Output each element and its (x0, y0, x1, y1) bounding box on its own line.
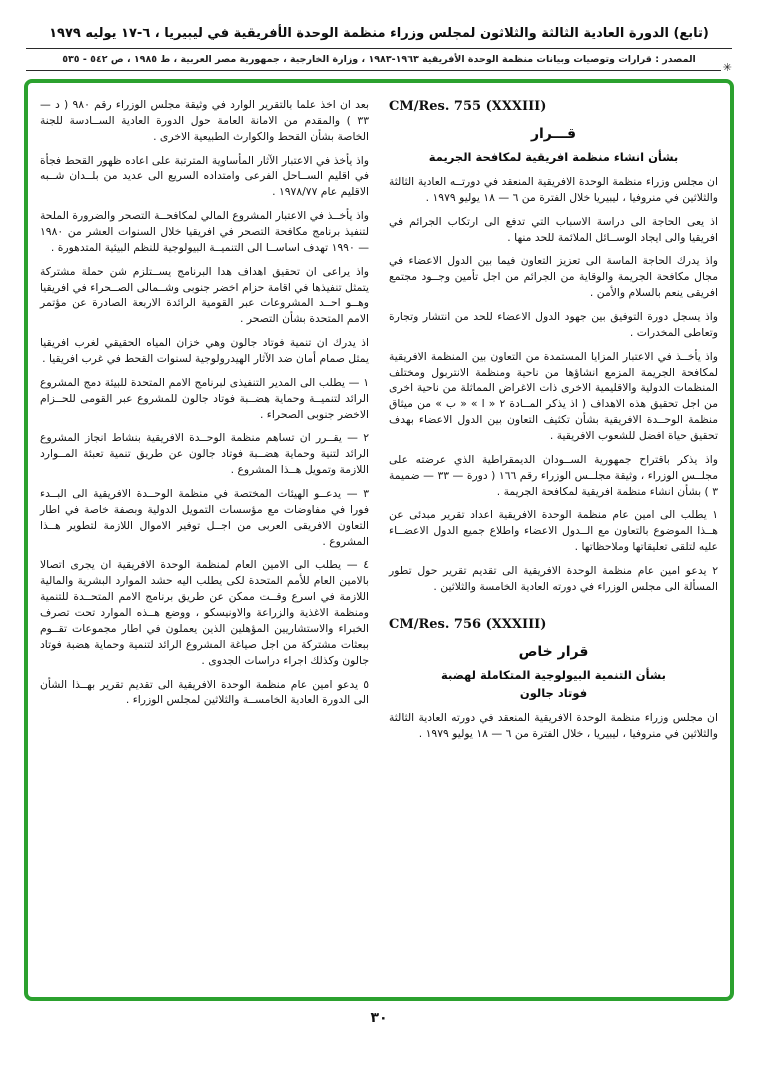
paragraph: واذ يأخــذ في الاعتبار المزايا المستمدة من التعاون بين المنظمة الافريقية لمكافحة الجريمة المزمع انشاؤها من ناحية ومنظمة الانتربول ومختلف المنظمات الدولية والاقليمية الاخرى ذات الاغراض المماثلة من ناحية اخرى من اجل تحقيق هذه الاهداف ( اذ يذكر المــادة ٢ « ا » « ب » من ميثاق منظمة الوحــدة الافريقية بشأن تكثيف التعاون بين الدول الاعضاء بهدف تحقيق حياة افضل للشعوب الافريقية . (389, 349, 718, 443)
resolution-756-title: قرار خاص (518, 643, 589, 660)
paragraph: بعد ان اخذ علما بالتقرير الوارد في وثيقة مجلس الوزراء رقم ٩٨٠ ( د — ٣٣ ) والمقدم من الامانة العامة حول الدورة العادية الســادسة للجنة الخاصة بشأن القحط والكوارث الطبيعية الاخرى . (40, 98, 369, 143)
page-number: ٣٠ (370, 1010, 388, 1026)
resolution-code-756: CM/Res. 756 (XXXIII) (389, 616, 547, 632)
column-left (40, 97, 369, 987)
document-source: المصدر : قرارات وتوصيات وبيانات منظمة الوحدة الأفريقية ١٩٦٣-١٩٨٣ ، وزارة الخارجية ، جمهورية مصر العربية ، ط ١٩٨٥ ، ص ٥٤٢ - ٥٣٥ (62, 54, 696, 65)
paragraph: واذ يأخــذ في الاعتبار المشروع المالي لمكافحــة التصحر والضرورة الملحة لتنفيذ برنامج مكافحة التصحر في افريقيا خلال السنوات العشر من ١٩٨٠ — ١٩٩٠ تهدف اساســا الى التنميــة البيولوجية للنظم البيئية المتدهورة . (40, 209, 369, 254)
document-title: (تابع) الدورة العادية الثالثة والثلاثون لمجلس وزراء منظمة الوحدة الأفريقية في ليبيريا ، ٦-١٧ يوليه ١٩٧٩ (49, 26, 709, 41)
column-right (389, 97, 718, 987)
resolution-756-subtitle-2: فوتاد جالون (519, 685, 588, 700)
paragraph: اذ يدرك ان تنمية فوتاد جالون وهي خزان المياه الحقيقي لغرب افريقيا يمثل صمام أمان ضد الآثار الهيدرولوجية لسنوات القحط في غرب افريقيا . (40, 336, 369, 366)
green-border-frame (24, 79, 734, 1001)
paragraph: واذ يذكر باقتراح جمهورية الســودان الديمقراطية الذي عرضته على مجلــس الوزراء ، وثيقة مجلــس الوزراء رقم ١٦٦ ( دورة — ٣٣ — ضميمة ٣ ) بشأن انشاء منظمة افريقية لمكافحة الجريمة . (389, 452, 718, 498)
paragraph: ان مجلس وزراء منظمة الوحدة الافريقية المنعقد في دورتــه العادية الثالثة والثلاثين في منروفيا ، ليبيريا خلال الفترة من ٦ — ١٨ يوليو ١٩٧٩ . (389, 175, 718, 204)
paragraph: ٣ — يدعــو الهيئات المختصة في منظمة الوحــدة الافريقية الى البــدء فورا في مفاوضات مع مؤسسات التمويل الدولية وبصفة خاصة في اطار التعاون الافريقى العربى من اجــل توفير الاموال اللازمة لتطوير هــذا المشروع . (40, 487, 369, 548)
two-column-layout (40, 97, 718, 987)
paragraph: ٥ يدعو امين عام منظمة الوحدة الافريقية الى تقديم تقرير بهــذا الشأن الى الدورة العادية الخامســة والثلاثين لمجلس الوزراء . (40, 677, 369, 707)
resolution-code-755: CM/Res. 755 (XXXIII) (389, 99, 547, 114)
header-rule-top (26, 48, 732, 49)
ornament-star-icon: ✳ (722, 61, 732, 74)
resolution-756-subtitle: بشأن التنمية البيولوجية المتكاملة لهضبة (441, 667, 666, 682)
paragraph: ان مجلس وزراء منظمة الوحدة الافريقية المنعقد في دورته العادية الثالثة والثلاثين في منروفيا ، ليبيريا ، خلال الفترة من ٦ — ١٨ يوليو ١٩٧٩ . (389, 710, 718, 740)
paragraph: واذ يسجل دورة التوفيق بين جهود الدول الاعضاء للحد من انتشار وتجارة وتعاطى المخدرات . (389, 310, 718, 339)
paragraph: واذ يراعى ان تحقيق اهداف هدا البرنامج يســتلزم شن حملة مشتركة يتمثل تنفيذها في اقامة حزام اخضر جنوبى وشــمالى الصــحراء في افريقيا وهــو احــد المشروعات عبر القومية الرائدة الاربعة الصادرة عن مؤتمر الامم المتحدة بشأن التصحر . (40, 264, 369, 326)
header-rule-bottom (26, 61, 732, 74)
paragraph: واذ يدرك الحاجة الماسة الى تعزيز التعاون فيما بين الدول الاعضاء في مجال مكافحة الجريمة والوقاية من الجرائم من اجل تأمين وجــود مجتمع افريقى ينعم بالسلام والأمن . (389, 254, 718, 300)
paragraph: ١ — يطلب الى المدير التنفيذى لبرنامج الامم المتحدة للبيئة دمج المشروع الرائد لتنميــة وحماية هضــبة فوتاد جالون للمشروع عبر القومى للحــزام الاخضر جنوبى الصحراء . (40, 375, 369, 421)
paragraph: واذ يأخذ في الاعتبار الآثار المأساوية المترتبة على اعاده ظهور القحط فجأة في اقليم الســاحل الفرعى وامتداده السريع الى عديد من بلــدان شــبه الاقليم عام ١٩٧٨/٧٧ . (40, 153, 369, 199)
paragraph: ٢ يدعو امين عام منظمة الوحدة الافريقية الى تقديم تقرير حول تطور المسألة الى مجلس الوزراء في دورته العادية الخامسة والثلاثين . (389, 564, 718, 593)
resolution-755-subtitle: بشأن انشاء منظمة افريقية لمكافحة الجريمة (428, 150, 679, 164)
paragraph: ٢ — يقــرر ان تساهم منظمة الوحــدة الافريقية بنشاط انجاز المشروع الرائد لتنية وحماية هضــبة فوتاد جالون عن طريق تنمية تعبئة المــوارد اللازمة وتمويل هــذا المشروع . (40, 431, 369, 477)
paragraph: ١ يطلب الى امين عام منظمة الوحدة الافريقية اعداد تقرير مبدئى عن هــذا الموضوع بالتعاون مع الــدول الاعضاء واطلاع جميع الدول الاعضــاء عليه لتلقى تعليقاتها وملاحظاتها . (389, 508, 718, 554)
resolution-755-title: قـــرار (530, 126, 577, 142)
paragraph: ٤ — يطلب الى الامين العام لمنظمة الوحدة الافريقية ان يجرى اتصالا بالامين العام للأمم المتحدة لكى يطلب اليه حشد الموارد البشرية والمالية اللازمة في اسرع وقــت ممكن عن طريق برنامج الامم المتحــدة للتنمية ومنظمة الاغذية والزراعة والاونيسكو ، ووضع هــذه الموارد تحت تصرف الخبراء والاستشاريين المؤهلين الذين يعملون في اطار مجموعات تقــوم ببعثات مشتركة من اجل صياغة المشروع الرائد لتنمية وحماية هضبة فوتاد جالون وكذلك اجراء دراسات الجدوى . (40, 558, 369, 667)
document-header (24, 26, 734, 74)
paragraph: اذ يعى الحاجة الى دراسة الاسباب التي تدفع الى ارتكاب الجرائم في افريقيا والى ايجاد الوســائل الملائمة للحد منها . (389, 214, 718, 244)
